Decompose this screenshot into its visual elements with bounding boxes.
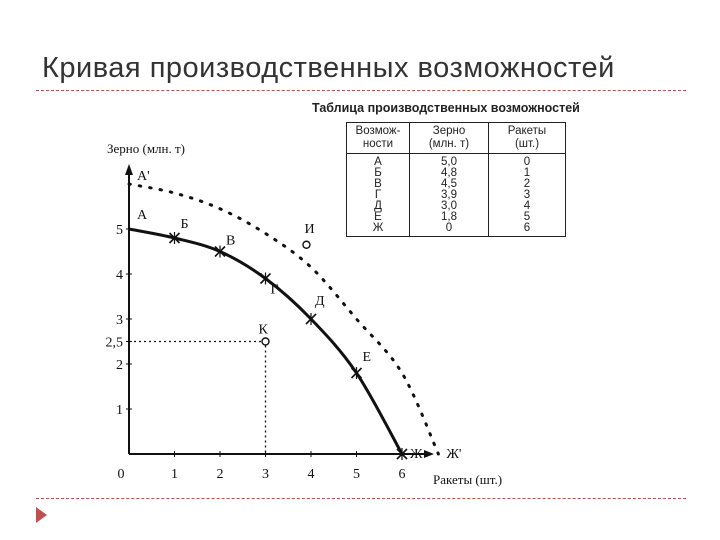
production-possibilities-table xyxy=(346,122,566,237)
table-header-cell: Ракеты (шт.) xyxy=(489,123,566,154)
curve-point-label: Ж xyxy=(410,447,423,462)
x-tick-label: 1 xyxy=(171,467,178,482)
curve-point-label: Г xyxy=(270,282,279,298)
table-title: Таблица производственных возможностей xyxy=(312,101,580,115)
table-row: Ж 0 6 xyxy=(347,223,566,237)
table-header-cell: Возмож- ности xyxy=(347,123,410,154)
y-axis-arrow-icon xyxy=(125,164,133,175)
y-tick-label: 2,5 xyxy=(105,335,123,351)
point-label: К xyxy=(258,322,268,338)
table-row: Д 3,0 4 xyxy=(347,201,566,212)
curve-point-label: А xyxy=(137,208,148,223)
x-tick-label: 6 xyxy=(398,467,406,482)
y-tick-label: 3 xyxy=(116,313,123,328)
slide-title: Кривая производственных возможностей xyxy=(42,52,615,84)
y-tick-label: 1 xyxy=(116,403,123,418)
open-circle-marker xyxy=(303,241,310,248)
x-tick-label: 5 xyxy=(353,467,360,482)
y-axis-label: Зерно (млн. т) xyxy=(107,141,185,156)
table-row: В 4,5 2 xyxy=(347,179,566,190)
x-tick-label: 4 xyxy=(307,467,315,482)
x-axis-arrow-icon xyxy=(424,450,434,458)
curve-point-label: А' xyxy=(137,169,150,184)
curve-point-label: Е xyxy=(362,350,372,365)
curve-point-label: В xyxy=(226,233,236,249)
table-row: Е 1,8 5 xyxy=(347,212,566,223)
curve-point-label: Д xyxy=(315,294,325,309)
x-tick-label: 0 xyxy=(117,467,125,482)
open-circle-marker xyxy=(262,338,269,345)
table-row: Б 4,8 1 xyxy=(347,168,566,179)
x-axis-label: Ракеты (шт.) xyxy=(433,472,503,487)
x-tick-label: 2 xyxy=(216,467,224,482)
curve-point-label: Б xyxy=(180,217,189,232)
table-header-cell: Зерно (млн. т) xyxy=(410,123,489,154)
y-tick-label: 5 xyxy=(116,223,123,238)
curve-point-label: Ж' xyxy=(446,447,462,462)
y-tick-label: 2 xyxy=(116,358,123,373)
table-row: Г 3,9 3 xyxy=(347,190,566,201)
point-label: И xyxy=(304,221,315,237)
y-tick-label: 4 xyxy=(116,268,123,283)
x-tick-label: 3 xyxy=(262,467,269,482)
table-row: А 5,0 0 xyxy=(347,154,566,169)
